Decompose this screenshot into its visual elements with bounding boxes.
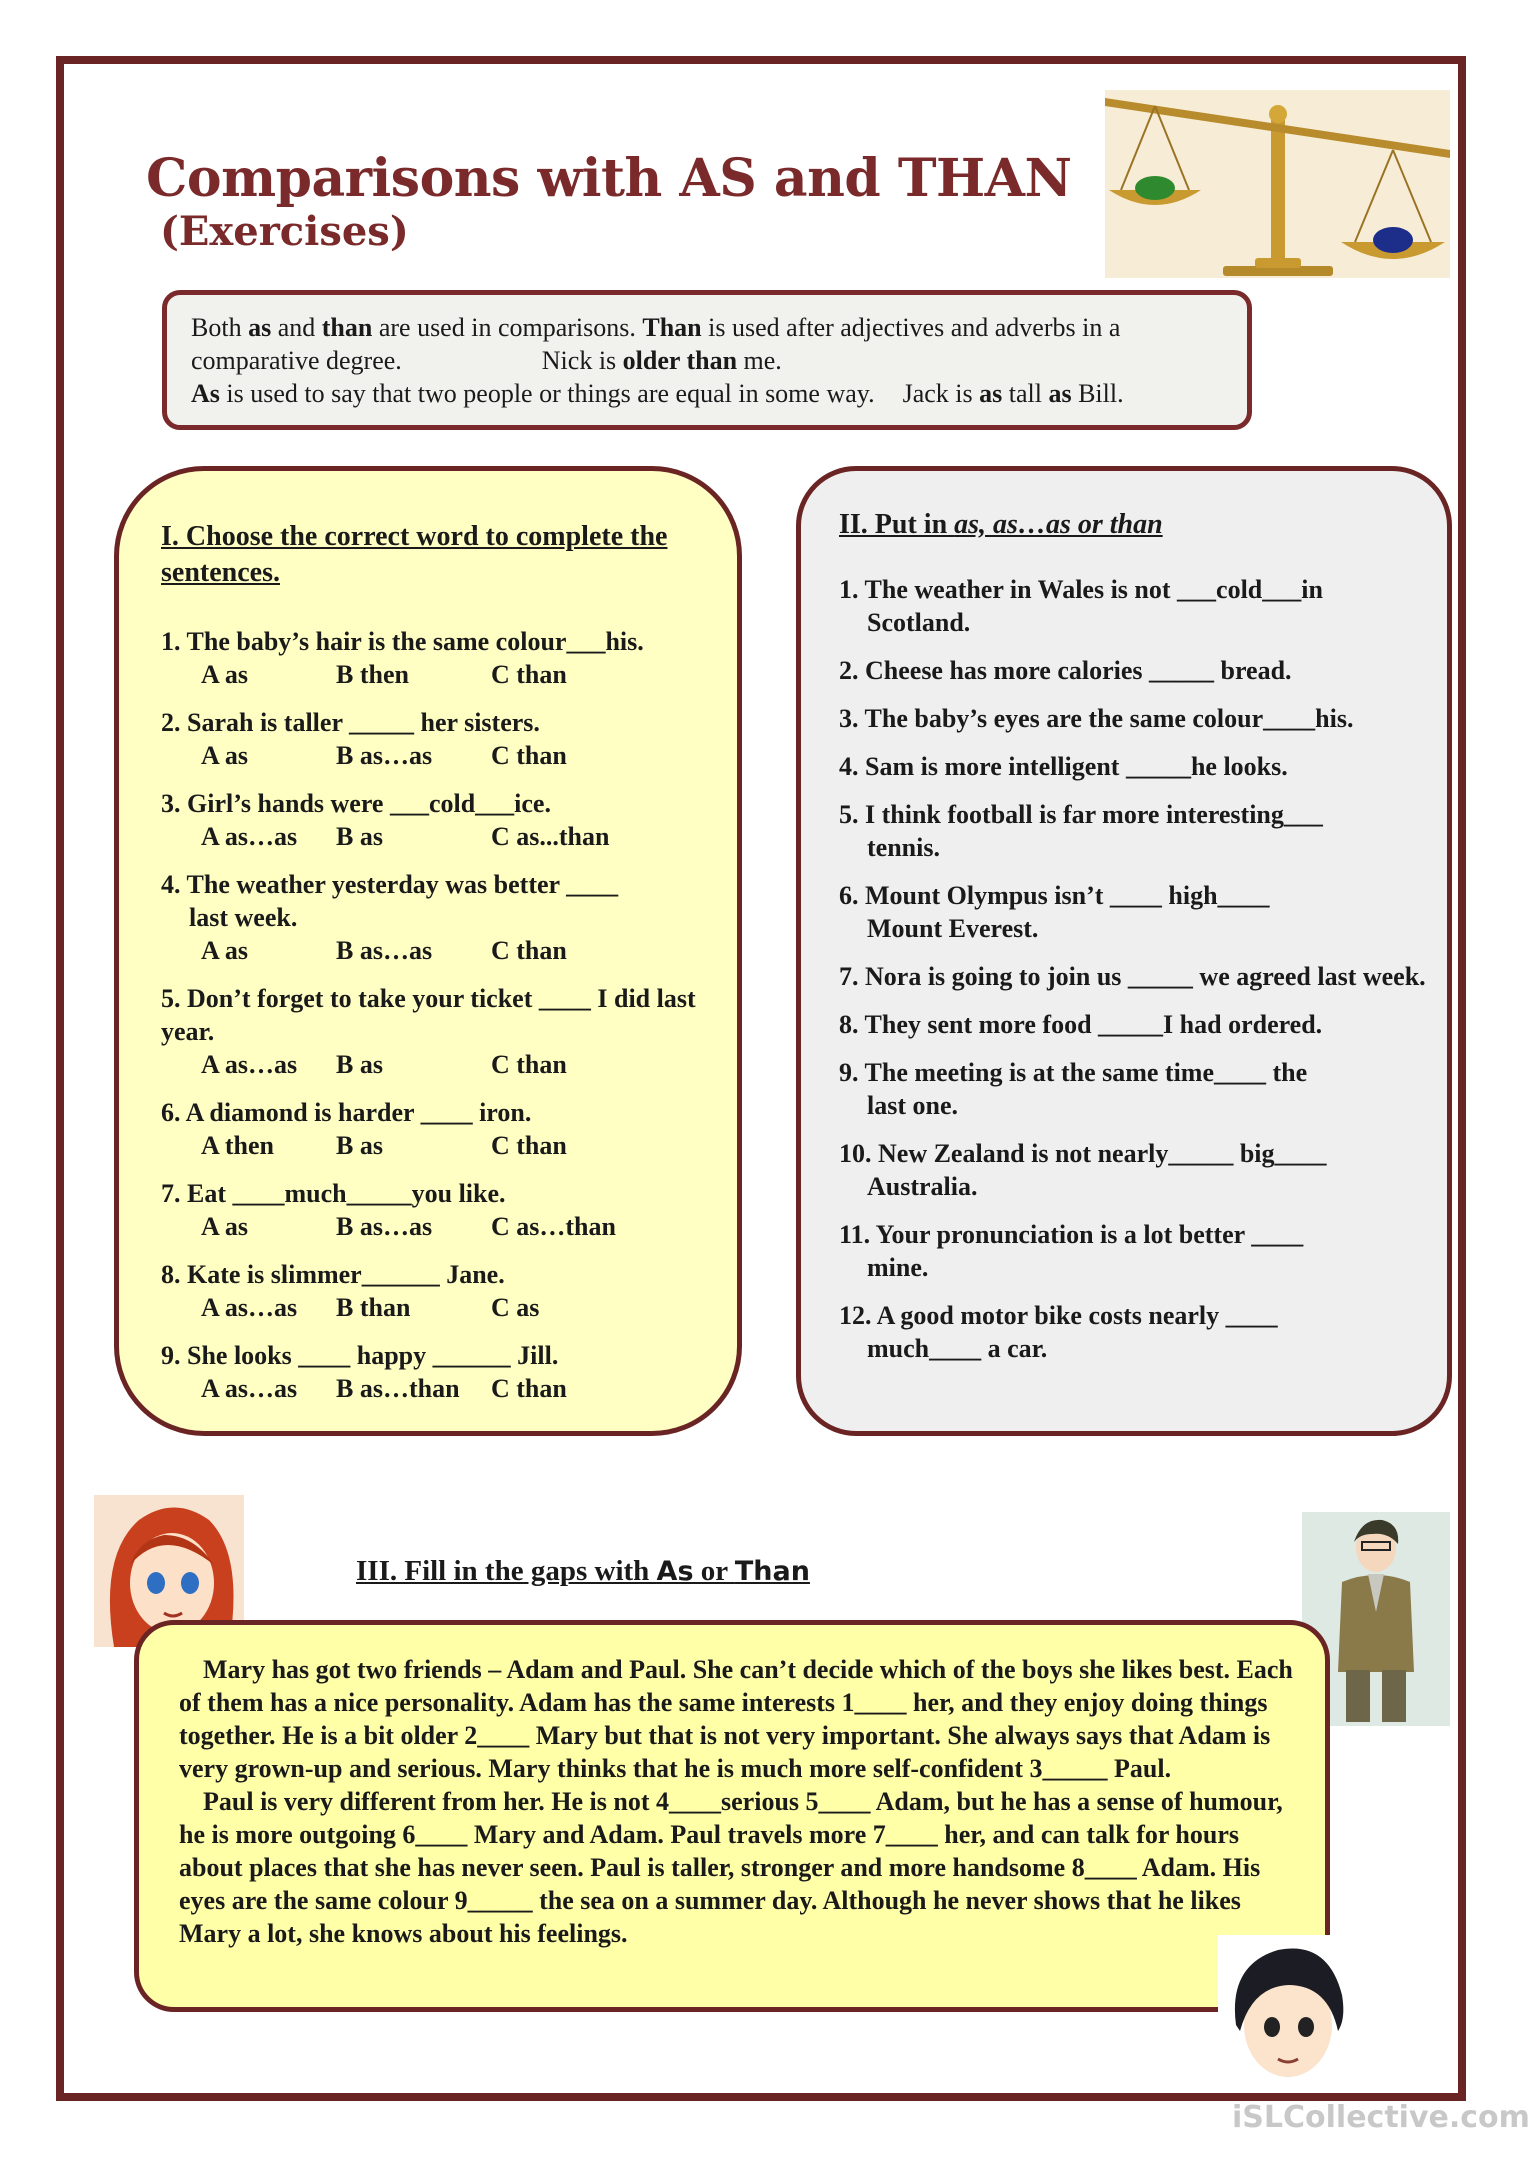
question-text: 4. Sam is more intelligent _____he looks. [839, 752, 1288, 781]
section-2-question [839, 702, 1427, 735]
question-text: 6. Mount Olympus isn’t ____ high____ [839, 881, 1270, 910]
section-2-question [839, 1008, 1427, 1041]
section-1-title: I. Choose the correct word to complete the sentences. [161, 521, 668, 588]
section-2-question [839, 1056, 1427, 1122]
section-2-question [839, 1218, 1427, 1284]
answer-option[interactable]: B as [336, 1131, 383, 1160]
section-1-questions [161, 625, 709, 1405]
answer-option[interactable]: A as…as [201, 1050, 298, 1079]
answer-options [161, 1129, 709, 1162]
intro-line-3: As is used to say that two people or things are equal in some way. Jack is as tall as Bill. [191, 379, 1124, 408]
question-text-continued: mine. [867, 1253, 929, 1282]
answer-options [161, 1210, 709, 1243]
answer-option[interactable]: C than [491, 1131, 567, 1160]
section-1-panel [114, 466, 742, 1436]
answer-option[interactable]: A as [201, 936, 248, 965]
section-2-questions [839, 573, 1427, 1365]
section-1-question [161, 625, 709, 691]
answer-option[interactable]: A as [201, 1212, 248, 1241]
section-2-question [839, 750, 1427, 783]
question-text: 7. Nora is going to join us _____ we agreed last week. [839, 962, 1426, 991]
answer-option[interactable]: B than [336, 1293, 411, 1322]
balance-scale-icon [1105, 90, 1450, 278]
answer-option[interactable]: B as…than [336, 1374, 460, 1403]
section-2-title: II. Put in as, as…as or than [839, 509, 1163, 540]
answer-options [161, 1291, 709, 1324]
answer-options [161, 934, 709, 967]
section-2-panel [796, 466, 1452, 1436]
question-text-continued: last week. [189, 903, 298, 932]
question-text: 8. Kate is slimmer______ Jane. [161, 1260, 505, 1289]
question-text: 8. They sent more food _____I had ordered. [839, 1010, 1323, 1039]
intro-box [162, 290, 1252, 430]
question-text: 6. A diamond is harder ____ iron. [161, 1098, 532, 1127]
question-text: 9. The meeting is at the same time____ the [839, 1058, 1308, 1087]
answer-option[interactable]: C than [491, 1050, 567, 1079]
question-text: 3. Girl’s hands were ___cold___ice. [161, 789, 551, 818]
section-2-question [839, 1137, 1427, 1203]
question-text: 2. Cheese has more calories _____ bread. [839, 656, 1292, 685]
answer-option[interactable]: C as [491, 1293, 540, 1322]
answer-option[interactable]: B as [336, 1050, 383, 1079]
section-1-question [161, 1177, 709, 1243]
section-3-paragraph-2: Paul is very different from her. He is not 4____serious 5____ Adam, but he has a sense of humour, he is more outgoing 6____ Mary and Adam. Paul travels more 7____ her, and can talk for hours about places that she has never seen. Paul is taller, stronger and more handsome 8____ Adam. His eyes are the same colour 9_____ the sea on a summer day. Although he never shows that he likes Mary a lot, she knows about his feelings. [179, 1787, 1283, 1948]
answer-options [161, 1372, 709, 1405]
section-2-question [839, 1299, 1427, 1365]
section-2-question [839, 654, 1427, 687]
boy-illustration-face [1218, 1935, 1358, 2090]
boy-face-icon [1218, 1935, 1358, 2090]
answer-option[interactable]: C as…than [491, 1212, 616, 1241]
answer-options [161, 820, 709, 853]
section-3-title: III. Fill in the gaps with As or Than [356, 1555, 810, 1587]
question-text: 1. The baby’s hair is the same colour___his. [161, 627, 644, 656]
intro-line-1: Both as and than are used in comparisons. Than is used after adjectives and adverbs in a [191, 313, 1121, 342]
answer-option[interactable]: A as…as [201, 822, 298, 851]
question-text-continued: tennis. [867, 833, 940, 862]
question-text: 3. The baby’s eyes are the same colour____his. [839, 704, 1354, 733]
question-text-continued: much____ a car. [867, 1334, 1048, 1363]
section-1-question [161, 706, 709, 772]
page-subtitle: (Exercises) [160, 208, 409, 255]
question-text: 11. Your pronunciation is a lot better ____ [839, 1220, 1304, 1249]
answer-option[interactable]: A as [201, 741, 248, 770]
section-1-question [161, 982, 709, 1081]
question-text: 7. Eat ____much_____you like. [161, 1179, 506, 1208]
question-text: 12. A good motor bike costs nearly ____ [839, 1301, 1278, 1330]
answer-option[interactable]: C than [491, 660, 567, 689]
answer-options [161, 1048, 709, 1081]
answer-option[interactable]: C as...than [491, 822, 610, 851]
section-2-question [839, 879, 1427, 945]
answer-option[interactable]: B as…as [336, 741, 433, 770]
answer-option[interactable]: A then [201, 1131, 274, 1160]
question-text: 5. Don’t forget to take your ticket ____ I did last year. [161, 984, 696, 1046]
section-1-question [161, 1339, 709, 1405]
question-text-continued: Mount Everest. [867, 914, 1039, 943]
question-text: 10. New Zealand is not nearly_____ big____ [839, 1139, 1327, 1168]
intro-line-2: comparative degree. Nick is older than me. [191, 346, 782, 375]
page-title: Comparisons with AS and THAN [146, 148, 1072, 209]
section-2-question [839, 573, 1427, 639]
answer-option[interactable]: B then [336, 660, 409, 689]
answer-options [161, 658, 709, 691]
section-3-paragraph-1: Mary has got two friends – Adam and Paul. She can’t decide which of the boys she likes best. Each of them has a nice personality. Adam has the same interests 1____ her, and they enjoy doing things together. He is a bit older 2____ Mary but that is not very important. She always says that Adam is very grown-up and serious. Mary thinks that he is much more self-confident 3_____ Paul. [179, 1655, 1293, 1783]
answer-option[interactable]: B as…as [336, 1212, 433, 1241]
answer-option[interactable]: A as [201, 660, 248, 689]
watermark: iSLCollective.com [1232, 2100, 1530, 2135]
section-2-question [839, 798, 1427, 864]
section-3-text-box [134, 1620, 1330, 2012]
question-text-continued: Scotland. [867, 608, 971, 637]
answer-option[interactable]: A as…as [201, 1293, 298, 1322]
section-1-question [161, 1258, 709, 1324]
answer-option[interactable]: B as [336, 822, 383, 851]
question-text-continued: Australia. [867, 1172, 978, 1201]
answer-option[interactable]: C than [491, 936, 567, 965]
section-1-question [161, 868, 709, 967]
answer-option[interactable]: A as…as [201, 1374, 298, 1403]
question-text: 4. The weather yesterday was better ____ [161, 870, 619, 899]
answer-option[interactable]: C than [491, 741, 567, 770]
answer-options [161, 739, 709, 772]
answer-option[interactable]: C than [491, 1374, 567, 1403]
question-text: 2. Sarah is taller _____ her sisters. [161, 708, 540, 737]
question-text: 9. She looks ____ happy ______ Jill. [161, 1341, 559, 1370]
section-1-question [161, 1096, 709, 1162]
question-text-continued: last one. [867, 1091, 958, 1120]
section-1-question [161, 787, 709, 853]
section-2-question [839, 960, 1427, 993]
question-text: 1. The weather in Wales is not ___cold___in [839, 575, 1323, 604]
balance-scale-image [1105, 90, 1450, 278]
answer-option[interactable]: B as…as [336, 936, 433, 965]
question-text: 5. I think football is far more interesting___ [839, 800, 1323, 829]
